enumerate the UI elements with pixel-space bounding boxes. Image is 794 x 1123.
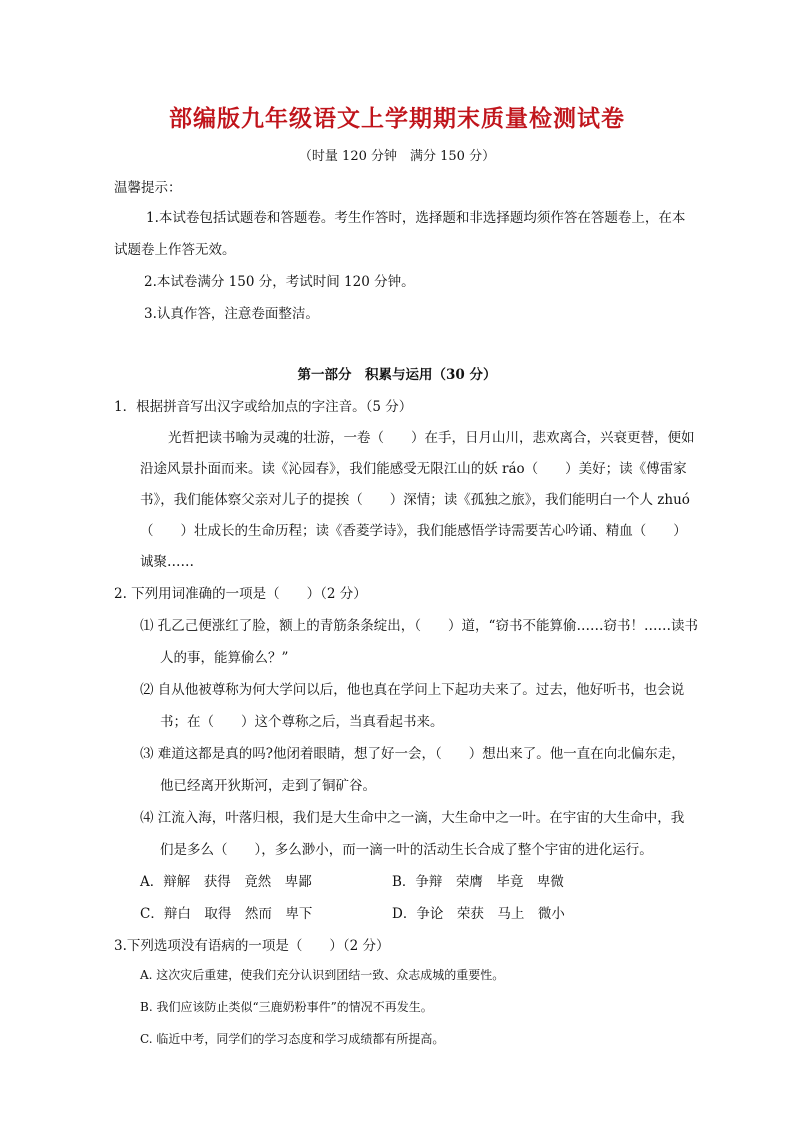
section-heading: 第一部分 积累与运用（30 分） xyxy=(297,367,497,383)
notice-line-1b: 试题卷上作答无效。 xyxy=(114,242,236,258)
q2-sentence-3b: 他已经离开狄斯河，走到了铜矿谷。 xyxy=(160,778,376,794)
q2-sentence-4a: ⑷ 江流入海，叶落归根，我们是大生命中之一滴，大生命中之一叶。在宇宙的大生命中，我 xyxy=(140,810,685,826)
notice-line-1a: 1.本试卷包括试题卷和答题卷。考生作答时，选择题和非选择题均须作答在答题卷上，在本 xyxy=(146,210,686,226)
q1-line-2: 沿途风景扑面而来。读《沁园春》，我们能感受无限江山的妖 ráo（ ）美好；读《傅雷家 xyxy=(140,461,687,477)
q1-line-1: 光哲把读书喻为灵魂的壮游，一卷（ ）在手，日月山川，悲欢离合，兴衰更替，便如 xyxy=(168,430,695,446)
q3-option-b: B. 我们应该防止类似“三鹿奶粉事件”的情况不再发生。 xyxy=(140,1000,433,1014)
exam-time-score: （时量 120 分钟 满分 150 分） xyxy=(298,149,496,164)
q2-sentence-3a: ⑶ 难道这都是真的吗?他闭着眼睛，想了好一会，（ ）想出来了。他一直在向北偏东走， xyxy=(140,746,685,762)
q2-sentence-1a: ⑴ 孔乙己便涨红了脸，额上的青筋条条绽出，（ ）道，“窃书不能算偷……窃书！……读书 xyxy=(140,618,698,634)
notice-heading: 温馨提示： xyxy=(114,180,182,196)
q3-stem: 3.下列选项没有语病的一项是（ ）（2 分） xyxy=(114,938,390,954)
notice-line-2: 2.本试卷满分 150 分，考试时间 120 分钟。 xyxy=(144,274,415,290)
q3-option-a: A. 这次灾后重建，使我们充分认识到团结一致、众志成城的重要性。 xyxy=(140,968,505,982)
q2-stem: 2. 下列用词准确的一项是（ ）（2 分） xyxy=(114,586,367,602)
q2-option-c: C．辩白 取得 然而 卑下 xyxy=(140,906,313,922)
page-title: 部编版九年级语文上学期期末质量检测试卷 xyxy=(169,105,625,132)
q1-line-4: （ ）壮成长的生命历程；读《香菱学诗》，我们能感悟学诗需要苦心吟诵、精血（ ） xyxy=(140,523,687,539)
q2-sentence-1b: 人的事，能算偷么？” xyxy=(160,650,289,666)
q2-sentence-4b: 们是多么（ ），多么渺小，而一滴一叶的活动生长合成了整个宇宙的进化运行。 xyxy=(160,842,653,858)
q2-option-a: A．辩解 获得 竟然 卑鄙 xyxy=(140,874,312,890)
notice-line-3: 3.认真作答，注意卷面整洁。 xyxy=(144,306,319,322)
q1-line-3: 书》，我们能体察父亲对儿子的提挨（ ）深情；读《孤独之旅》，我们能明白一个人 zhuó xyxy=(140,492,690,508)
q1-stem: 1．根据拼音写出汉字或给加点的字注音。（5 分） xyxy=(114,399,413,415)
q2-sentence-2b: 书；在（ ）这个尊称之后，当真看起书来。 xyxy=(160,714,444,730)
q2-option-b: B．争辩 荣膺 毕竟 卑微 xyxy=(392,874,564,890)
q2-sentence-2a: ⑵ 自从他被尊称为何大学问以后，他也真在学问上下起功夫来了。过去，他好听书，也会说 xyxy=(140,682,685,698)
q1-line-5: 诚聚…… xyxy=(140,554,194,570)
q2-option-d: D．争论 荣获 马上 微小 xyxy=(392,906,565,922)
q3-option-c: C. 临近中考，同学们的学习态度和学习成绩都有所提高。 xyxy=(140,1032,445,1046)
